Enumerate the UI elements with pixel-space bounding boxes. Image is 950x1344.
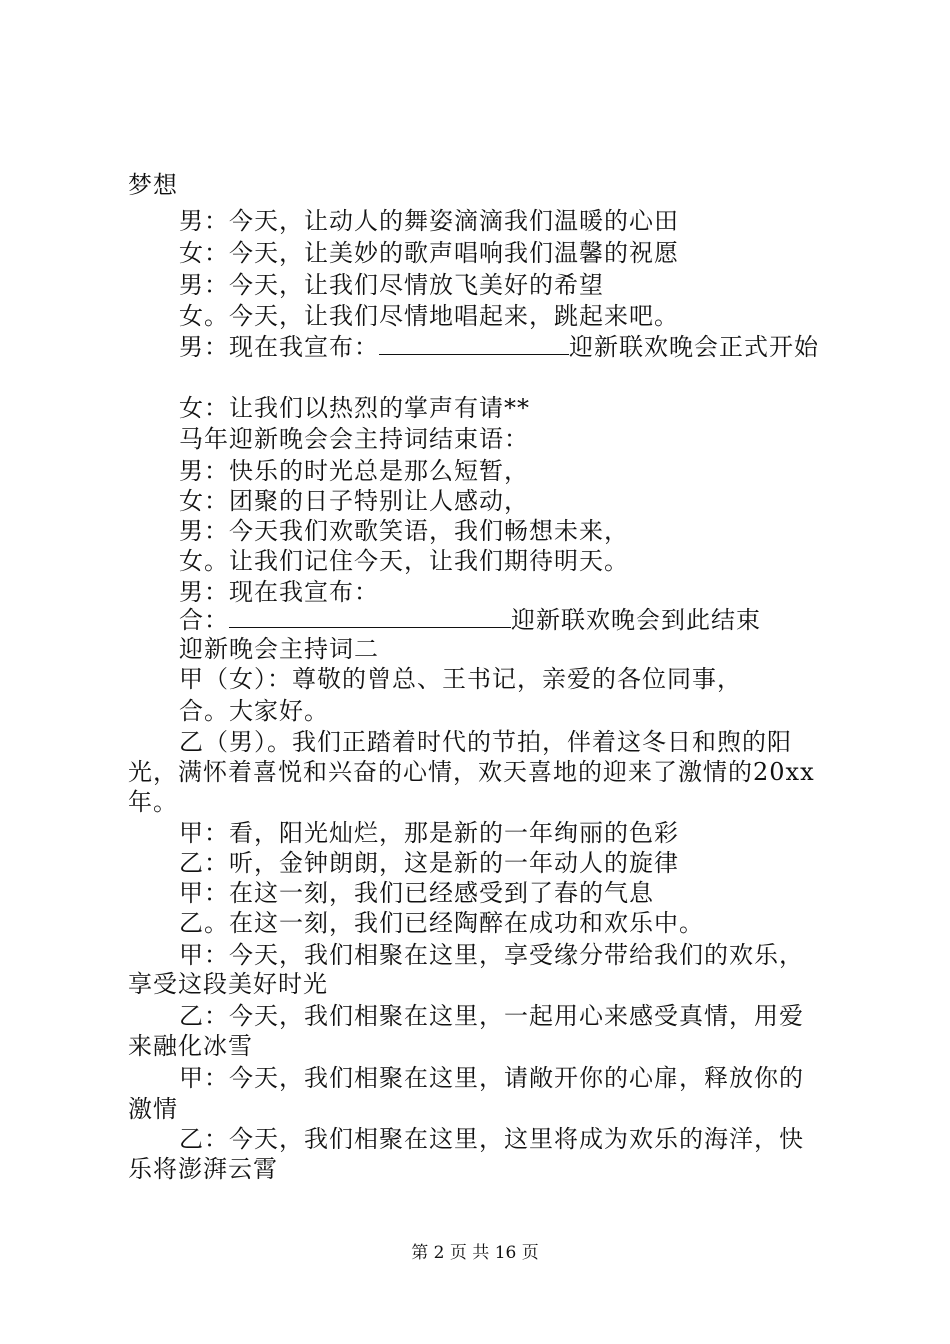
text-line: 乙：今天，我们相聚在这里，一起用心来感受真情，用爱 bbox=[179, 1002, 804, 1030]
text-line bbox=[179, 332, 819, 362]
text-line: 男：今天，让动人的舞姿滴滴我们温暖的心田 bbox=[179, 207, 679, 235]
text-line: 乐将澎湃云霄 bbox=[128, 1155, 278, 1183]
line-text: 男：现在我宣布： bbox=[179, 333, 379, 361]
text-line: 来融化冰雪 bbox=[128, 1032, 253, 1060]
text-line: 乙：今天，我们相聚在这里，这里将成为欢乐的海洋，快 bbox=[179, 1125, 804, 1153]
text-line bbox=[179, 605, 761, 635]
text-line: 乙。在这一刻，我们已经陶醉在成功和欢乐中。 bbox=[179, 909, 704, 937]
text-line: 女：让我们以热烈的掌声有请** bbox=[179, 394, 530, 422]
line-text: 合： bbox=[179, 606, 229, 634]
text-line: 年。 bbox=[128, 788, 178, 816]
text-line: 男：现在我宣布： bbox=[179, 578, 379, 606]
text-line: 甲：在这一刻，我们已经感受到了春的气息 bbox=[179, 879, 654, 907]
text-line: 激情 bbox=[128, 1095, 178, 1123]
line-text: 迎新联欢晚会到此结束 bbox=[511, 606, 761, 634]
page-number: 第 2 页 共 16 页 bbox=[411, 1243, 539, 1263]
text-line: 男：今天，让我们尽情放飞美好的希望 bbox=[179, 271, 604, 299]
text-line: 男：今天我们欢歌笑语，我们畅想未来， bbox=[179, 517, 629, 545]
fill-in-blank bbox=[379, 332, 569, 355]
text-line: 光，满怀着喜悦和兴奋的心情，欢天喜地的迎来了激情的20xx bbox=[128, 758, 815, 786]
text-line: 女。今天，让我们尽情地唱起来，跳起来吧。 bbox=[179, 302, 679, 330]
text-line: 迎新晚会主持词二 bbox=[179, 635, 379, 663]
text-line: 乙：听，金钟朗朗，这是新的一年动人的旋律 bbox=[179, 849, 679, 877]
text-line: 合。大家好。 bbox=[179, 697, 329, 725]
text-line: 女。让我们记住今天，让我们期待明天。 bbox=[179, 547, 629, 575]
text-line: 乙（男）。我们正踏着时代的节拍，伴着这冬日和煦的阳 bbox=[179, 728, 792, 756]
text-line: 甲：今天，我们相聚在这里，请敞开你的心扉，释放你的 bbox=[179, 1064, 804, 1092]
text-line: 享受这段美好时光 bbox=[128, 970, 328, 998]
fill-in-blank bbox=[229, 605, 511, 628]
text-line: 甲（女）：尊敬的曾总、王书记，亲爱的各位同事， bbox=[179, 665, 742, 693]
text-line: 男：快乐的时光总是那么短暂， bbox=[179, 457, 529, 485]
line-text: 迎新联欢晚会正式开始 bbox=[569, 333, 819, 361]
text-line: 女：今天，让美妙的歌声唱响我们温馨的祝愿 bbox=[179, 239, 679, 267]
text-line: 甲：今天，我们相聚在这里，享受缘分带给我们的欢乐， bbox=[179, 941, 804, 969]
text-line: 梦想 bbox=[128, 171, 178, 199]
text-line: 马年迎新晚会会主持词结束语： bbox=[179, 425, 529, 453]
text-line: 女：团聚的日子特别让人感动， bbox=[179, 487, 529, 515]
text-line: 甲：看，阳光灿烂，那是新的一年绚丽的色彩 bbox=[179, 819, 679, 847]
